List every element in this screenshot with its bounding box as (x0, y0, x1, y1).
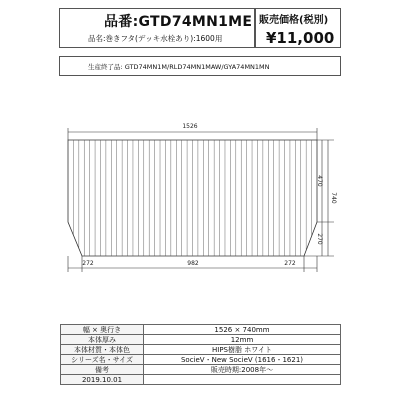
spec-label: 本体材質・本体色 (61, 345, 144, 355)
spec-value (144, 375, 341, 385)
spec-label: シリーズ名・サイズ (61, 355, 144, 365)
dim-height: 740 (330, 192, 337, 204)
product-number: 品番:GTD74MN1ME (104, 14, 253, 30)
product-name: 品名:巻きフタ(デッキ水栓あり):1600用 (88, 34, 223, 43)
spec-table (60, 324, 341, 385)
table-row (61, 325, 341, 335)
dim-right-upper: 470 (316, 175, 323, 187)
dim-bottom-center: 982 (187, 260, 199, 267)
spec-value: HIPS樹脂 ホワイト (144, 345, 341, 355)
spec-label: 幅 × 奥行き (61, 325, 144, 335)
discontinued-text: 生産終了品: GTD74MN1M/RLD74MN1MAW/GYA74MN1MN (88, 63, 270, 71)
spec-value: SocieV・New SocieV (1616・1621) (144, 355, 341, 365)
spec-label: 本体厚み (61, 335, 144, 345)
spec-label: 備考 (61, 365, 144, 375)
spec-value: 1526 × 740mm (144, 325, 341, 335)
spec-value: 12mm (144, 335, 341, 345)
spec-label: 2019.10.01 (61, 375, 144, 385)
dim-total-width: 1526 (182, 123, 198, 130)
price-label: 販売価格(税別) (259, 15, 329, 26)
dim-bottom-left: 272 (82, 260, 94, 267)
spec-value: 販売時期:2008年～ (144, 365, 341, 375)
dim-right-lower: 270 (316, 233, 323, 245)
price-value: ¥11,000 (266, 29, 335, 47)
table-row (61, 355, 341, 365)
table-row (61, 365, 341, 375)
dim-bottom-right: 272 (284, 260, 296, 267)
table-row (61, 345, 341, 355)
table-row (61, 375, 341, 385)
table-row (61, 335, 341, 345)
